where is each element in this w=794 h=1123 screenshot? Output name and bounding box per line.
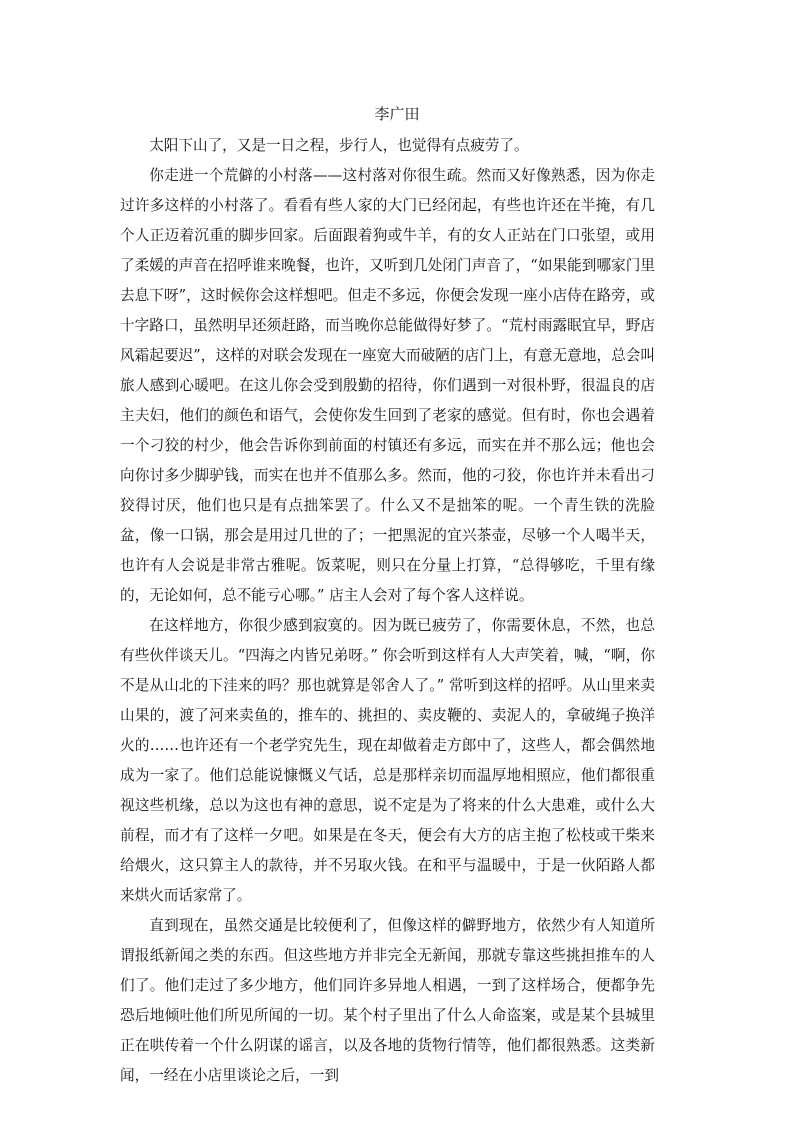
- paragraph: 在这样地方，你很少感到寂寞的。因为既已疲劳了，你需要休息，不然，也总有些伙伴谈天儿。“四海之内皆兄弟呀。” 你会听到这样有人大声笑着，喊，“啊，你不是从山北的下洼来的吗？那也就算是邻舍人了。” 常听到这样的招呼。从山里来卖山果的，渡了河来卖鱼的，推车的、挑担的、卖皮鞭的、卖泥人的，拿破绳子换洋火的……也许还有一个老学究先生，现在却做着走方郎中了，这些人，都会偶然地成为一家了。他们总能说慷慨义气话，总是那样亲切而温厚地相照应，他们都很重视这些机缘，总以为这也有神的意思，说不定是为了将来的什么大患难，或什么大前程，而才有了这样一夕吧。如果是在冬天，便会有大方的店主抱了松枝或干柴来给煨火，这只算主人的款待，并不另取火钱。在和平与温暖中，于是一伙陌路人都来烘火而话家常了。: [120, 617, 655, 904]
- paragraph: 你走进一个荒僻的小村落——这村落对你很生疏。然而又好像熟悉，因为你走过许多这样的小村落了。看看有些人家的大门已经闭起，有些也许还在半掩，有几个人正迈着沉重的脚步回家。后面跟着狗或牛羊，有的女人正站在门口张望，或用了柔媛的声音在招呼谁来晚餐，也许，又听到几处闭门声音了，“如果能到哪家门里去息下呀”，这时候你会这样想吧。但走不多远，你便会发现一座小店侍在路旁，或十字路口，虽然明早还须赶路，而当晚你总能做得好梦了。“荒村雨露眠宜早，野店风霜起要迟”，这样的对联会发现在一座宽大而破陋的店门上，有意无意地，总会叫旅人感到心暖吧。在这儿你会受到殷勤的招待，你们遇到一对很朴野，很温良的店主夫妇，他们的颜色和语气，会使你发生回到了老家的感觉。但有时，你也会遇着一个刁狡的村少，他会告诉你到前面的村镇还有多远，而实在并不那么远；他也会向你讨多少脚驴钱，而实在也并不值那么多。然而，他的刁狡，你也许并未看出刁狡得讨厌，他们也只是有点拙笨罢了。什么又不是拙笨的呢。一个青生铁的洗脸盆，像一口锅，那会是用过几世的了；一把黑泥的宜兴茶壶，尽够一个人喝半天，也许有人会说是非常古雅呢。饭菜呢，则只在分量上打算，“总得够吃，千里有缘的，无论如何，总不能亏心哪。” 店主人会对了每个客人这样说。: [120, 167, 655, 604]
- essay-body: [120, 131, 655, 1091]
- paragraph: 太阳下山了，又是一日之程，步行人，也觉得有点疲劳了。: [149, 137, 529, 154]
- author-name: 李广田: [374, 105, 420, 123]
- paragraph: 直到现在，虽然交通是比较便利了，但像这样的僻野地方，依然少有人知道所谓报纸新闻之类的东西。但这些地方并非完全无新闻，那就专靠这些挑担推车的人们了。他们走过了多少地方，他们同许多异地人相遇，一到了这样场合，便都争先恐后地倾吐他们所见所闻的一切。某个村子里出了什么人命盗案，或是某个县城里正在哄传着一个什么阴谋的谣言，以及各地的货物行情等，他们都很熟悉。这类新闻，一经在小店里谈论之后，一到: [120, 917, 655, 1084]
